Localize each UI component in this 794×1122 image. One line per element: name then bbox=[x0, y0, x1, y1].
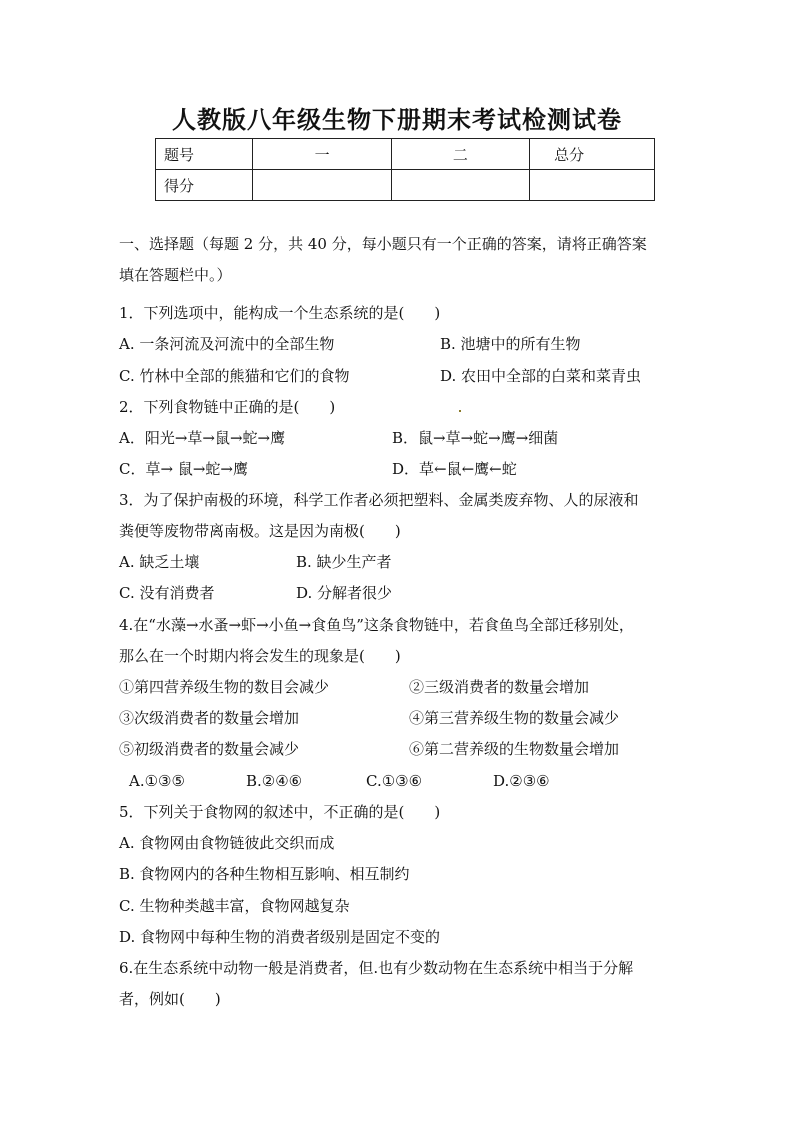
score-header-cell: 总分 bbox=[530, 139, 655, 170]
question-4-option-d: D.②③⑥ bbox=[493, 772, 550, 790]
question-5-stem: 5．下列关于食物网的叙述中，不正确的是( ) bbox=[119, 803, 441, 821]
score-header-cell: 一 bbox=[253, 139, 391, 170]
question-4-statement-5: ⑤初级消费者的数量会减少 bbox=[119, 740, 300, 758]
question-3-stem: 3．为了保护南极的环境，科学工作者必须把塑料、金属类废弃物、人的尿液和 bbox=[119, 491, 639, 509]
question-3-option-c: C. 没有消费者 bbox=[119, 584, 215, 602]
score-table bbox=[155, 138, 655, 201]
question-5-option-c: C. 生物种类越丰富，食物网越复杂 bbox=[119, 897, 350, 915]
score-row-label: 得分 bbox=[156, 170, 253, 201]
question-5-option-b: B. 食物网内的各种生物相互影响、相互制约 bbox=[119, 865, 410, 883]
question-2-option-c: C．草→ 鼠→蛇→鹰 bbox=[119, 460, 248, 478]
question-4-statement-2: ②三级消费者的数量会增加 bbox=[409, 678, 590, 696]
question-2-option-d: D．草←鼠←鹰←蛇 bbox=[392, 460, 517, 478]
question-1-stem: 1．下列选项中，能构成一个生态系统的是( ) bbox=[119, 304, 441, 322]
question-4-statement-6: ⑥第二营养级的生物数量会增加 bbox=[409, 740, 620, 758]
question-4-option-c: C.①③⑥ bbox=[366, 772, 423, 790]
question-6-stem: 6.在生态系统中动物一般是消费者，但.也有少数动物在生态系统中相当于分解 bbox=[119, 959, 634, 977]
question-2-stem: 2．下列食物链中正确的是( ) bbox=[119, 398, 336, 416]
score-cell[interactable] bbox=[530, 170, 655, 201]
question-4-statement-3: ③次级消费者的数量会增加 bbox=[119, 709, 300, 727]
score-table-score-row bbox=[156, 170, 655, 201]
stray-mark bbox=[459, 410, 461, 412]
question-4-stem-cont: 那么在一个时期内将会发生的现象是( ) bbox=[119, 647, 401, 665]
question-4-statement-1: ①第四营养级生物的数目会减少 bbox=[119, 678, 330, 696]
score-cell[interactable] bbox=[253, 170, 391, 201]
section-heading-cont: 填在答题栏中。） bbox=[119, 266, 232, 284]
question-4-option-a: A.①③⑤ bbox=[129, 772, 185, 790]
score-cell[interactable] bbox=[391, 170, 529, 201]
score-header-cell: 题号 bbox=[156, 139, 253, 170]
question-1-option-d: D. 农田中全部的白菜和菜青虫 bbox=[440, 367, 642, 385]
section-heading: 一、选择题（每题 2 分，共 40 分，每小题只有一个正确的答案，请将正确答案 bbox=[119, 235, 647, 253]
question-2-option-b: B．鼠→草→蛇→鹰→细菌 bbox=[392, 429, 559, 447]
question-2-option-a: A．阳光→草→鼠→蛇→鹰 bbox=[119, 429, 286, 447]
question-3-stem-cont: 粪便等废物带离南极。这是因为南极( ) bbox=[119, 522, 401, 540]
question-3-option-b: B. 缺少生产者 bbox=[296, 553, 392, 571]
question-4-option-b: B.②④⑥ bbox=[246, 772, 303, 790]
question-3-option-a: A. 缺乏土壤 bbox=[119, 553, 200, 571]
score-table-header-row bbox=[156, 139, 655, 170]
question-5-option-a: A. 食物网由食物链彼此交织而成 bbox=[119, 834, 335, 852]
question-3-option-d: D. 分解者很少 bbox=[296, 584, 393, 602]
page-title: 人教版八年级生物下册期末考试检测试卷 bbox=[172, 106, 622, 134]
question-1-option-b: B. 池塘中的所有生物 bbox=[440, 335, 581, 353]
question-1-option-a: A. 一条河流及河流中的全部生物 bbox=[119, 335, 335, 353]
question-1-option-c: C. 竹林中全部的熊猫和它们的食物 bbox=[119, 367, 350, 385]
question-4-stem: 4.在“水藻→水蚤→虾→小鱼→食鱼鸟”这条食物链中，若食鱼鸟全部迁移别处， bbox=[119, 616, 634, 634]
question-4-statement-4: ④第三营养级生物的数量会减少 bbox=[409, 709, 620, 727]
score-header-cell: 二 bbox=[391, 139, 529, 170]
question-6-stem-cont: 者，例如( ) bbox=[119, 990, 221, 1008]
question-5-option-d: D. 食物网中每种生物的消费者级别是固定不变的 bbox=[119, 928, 441, 946]
